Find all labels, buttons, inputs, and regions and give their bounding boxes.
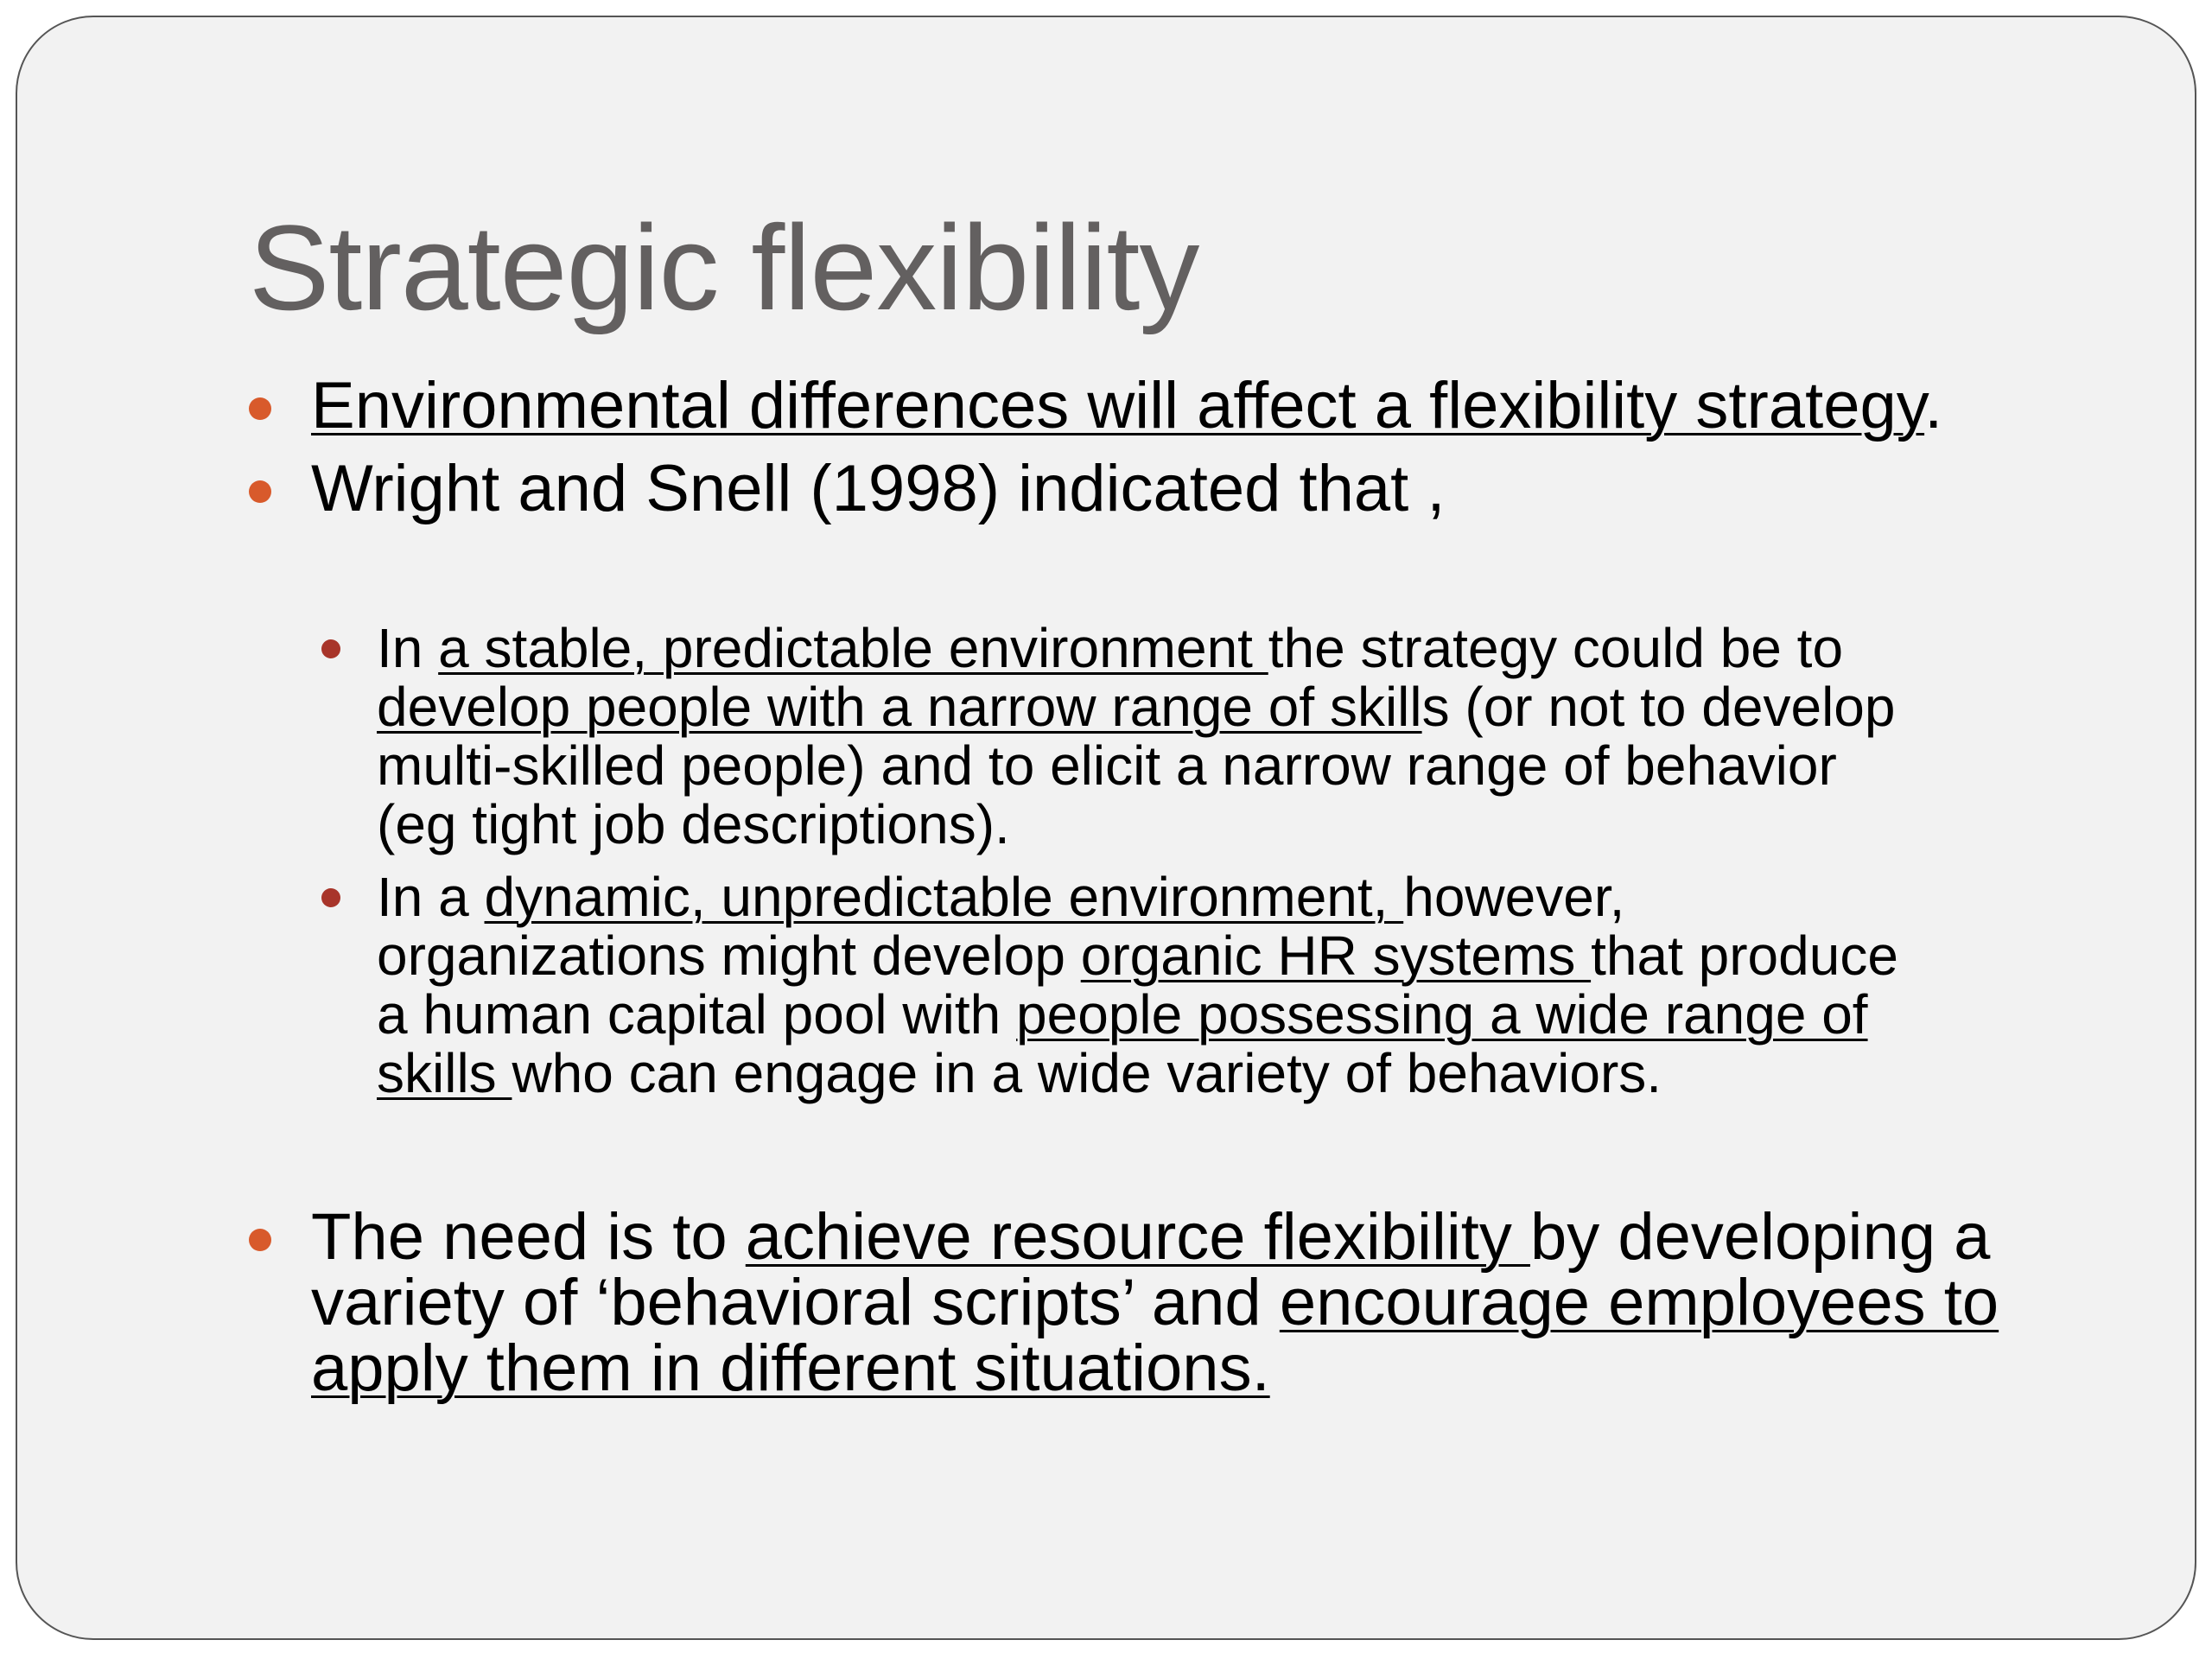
bullet-line: (eg tight job descriptions). [377,793,1010,855]
bullet-environmental-differences [311,369,1943,442]
underlined-text: apply them in different situations. [311,1332,1270,1405]
bullet-line: In a stable, predictable environment the strategy could be to [377,617,1844,679]
bullet-dot-icon [249,1229,271,1251]
bullet-dot-icon [249,397,271,420]
underlined-text: people possessing a wide range of [1016,983,1868,1046]
bullet-dot-icon [249,480,271,503]
bullet-dot-icon [321,639,340,658]
bullet-need-resource-flexibility [311,1200,1999,1405]
underlined-text: encourage employees to [1279,1266,1999,1339]
bullet-line: Wright and Snell (1998) indicated that , [311,452,1446,525]
underlined-text: achieve resource flexibility [745,1200,1530,1274]
subbullet-dynamic-environment [377,868,2113,1103]
bullet-dot-icon [321,888,340,907]
bullet-wright-and-snell [311,452,1446,525]
underlined-text: a stable, predictable environment [438,617,1268,679]
underlined-text: organic HR systems [1080,925,1592,987]
underlined-text: Environmental differences will affect a flexibility strategy [311,369,1925,442]
underlined-text: dynamic, unpredictable environment, [484,866,1404,928]
underlined-text: develop people with a narrow range of skill [377,676,1422,738]
slide-title: Strategic flexibility [249,200,1199,335]
bullet-line: In a dynamic, unpredictable environment, however, [377,866,1625,928]
underlined-text: skills [377,1042,512,1104]
slide [16,16,2196,1640]
bullet-line: skills who can engage in a wide variety of behaviors. [377,1042,1662,1104]
bullet-line: develop people with a narrow range of skills (or not to develop [377,676,1896,738]
bullet-line [311,1332,1999,1405]
subbullet-stable-environment [377,619,2113,854]
bullet-line: Environmental differences will affect a flexibility strategy. [311,369,1943,442]
bullet-line: a human capital pool with people possessing a wide range of [377,983,1868,1046]
bullet-line: organizations might develop organic HR systems that produce [377,925,1898,987]
bullet-line: multi-skilled people) and to elicit a narrow range of behavior [377,734,1837,797]
bullet-line: The need is to achieve resource flexibility by developing a [311,1200,1991,1274]
bullet-line: variety of ‘behavioral scripts’ and encourage employees to [311,1266,1999,1339]
